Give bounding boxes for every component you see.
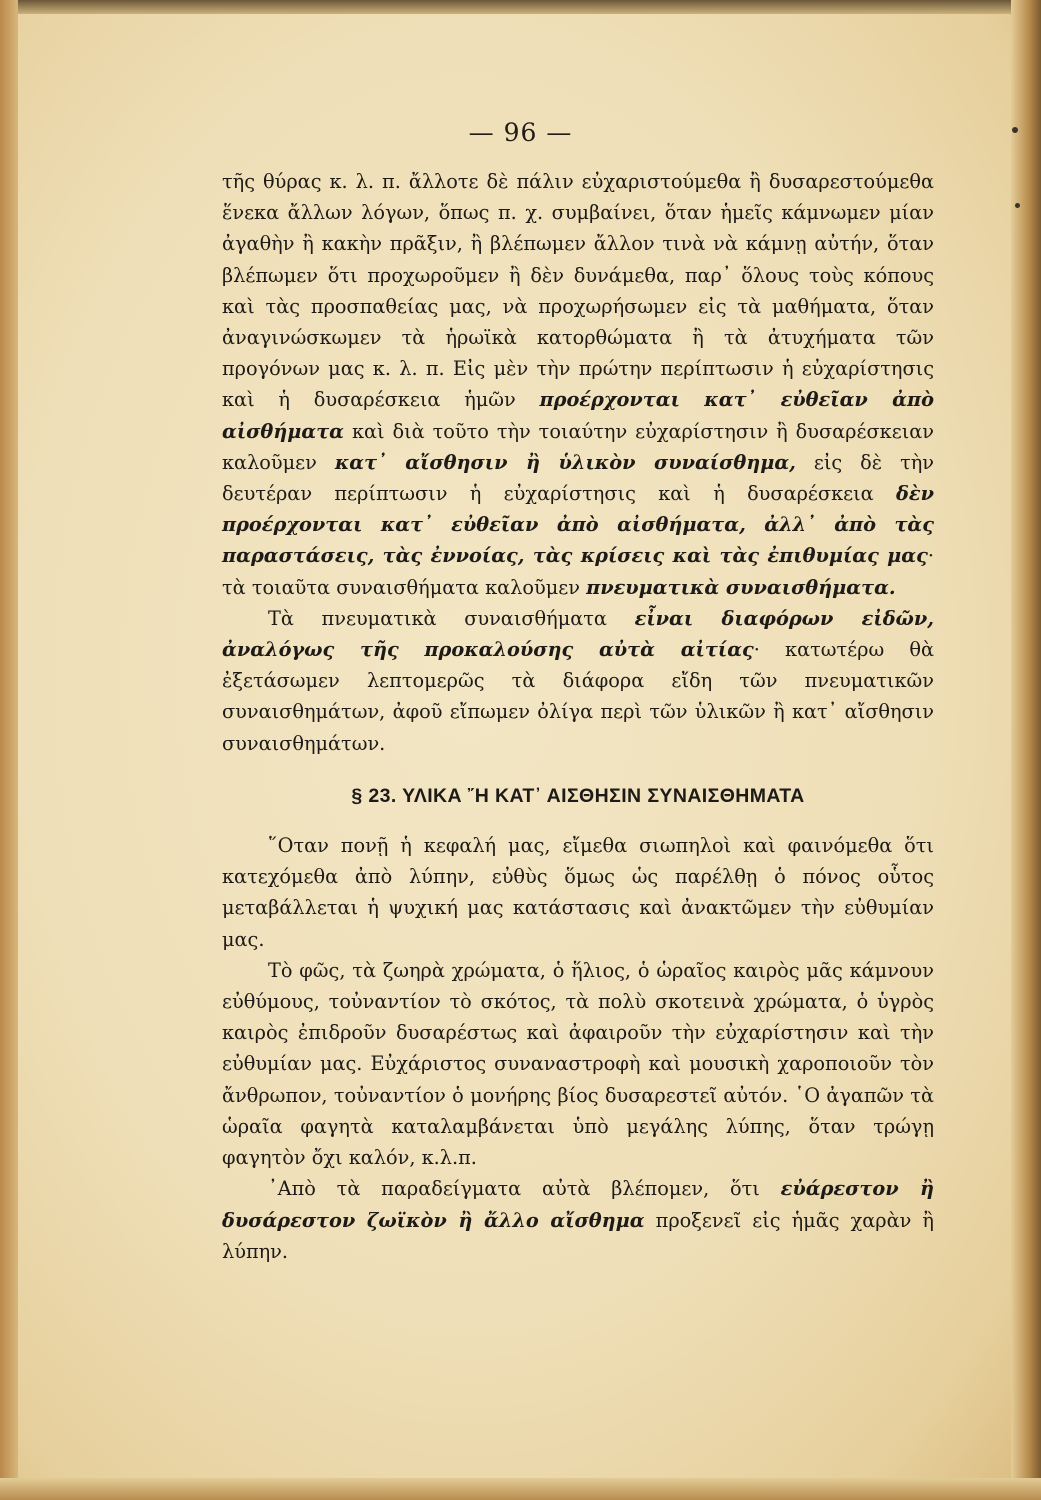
text-run: καὶ διὰ τοῦτο τὴν τοιαύτην εὐχαρίστησιν ἢ δυσαρέσκειαν καλοῦμεν	[222, 419, 934, 474]
page-right-edge	[1011, 0, 1041, 1500]
text-run: εἰς δὲ τὴν δευτέραν περίπτωσιν ἡ εὐχαρίστησις καὶ ἡ δυσαρέσκεια	[222, 450, 935, 506]
paragraph-2	[222, 603, 934, 759]
page-number: — 96 —	[468, 118, 573, 147]
paragraph-1	[222, 166, 934, 603]
emphasis-text: εὐάρεστον ἢ δυσάρεστον ζωϊκὸν ἢ ἄλλο αἴσθημα	[222, 1177, 934, 1232]
margin-mark	[1015, 203, 1020, 208]
page-top-edge	[0, 0, 1041, 14]
text-run: προξενεῖ εἰς ἡμᾶς χαρὰν ἢ λύπην.	[222, 1208, 934, 1263]
text-run: · κατωτέρω θὰ ἐξετάσωμεν λεπτομερῶς τὰ διάφορα εἴδη τῶν πνευματικῶν συναισθημάτων, ἀφοῦ εἴπωμεν ὀλίγα περὶ τῶν ὑλικῶν ἢ κατ᾽ αἴσθησιν συναισθημάτων.	[222, 638, 934, 755]
text-run: · τὰ τοιαῦτα συναισθήματα καλοῦμεν	[222, 544, 934, 599]
emphasis-text: εἶναι διαφόρων εἰδῶν, ἀναλόγως τῆς προκαλούσης αὐτὰ αἰτίας	[222, 606, 935, 662]
page-left-edge	[0, 0, 18, 1500]
emphasis-text: κατ᾽ αἴσθησιν ἢ ὑλικὸν συναίσθημα,	[334, 450, 796, 474]
emphasis-text: δὲν προέρχονται κατ᾽ εὐθεῖαν ἀπὸ αἰσθήματα, ἀλλ᾽ ἀπὸ τὰς παραστάσεις, τὰς ἐννοίας, τὰς κρίσεις καὶ τὰς ἐπιθυμίας μας	[222, 482, 934, 568]
emphasis-text: προέρχονται κατ᾽ εὐθεῖαν ἀπὸ αἰσθήματα	[222, 388, 934, 443]
paragraph-3: ῞Οταν πονῇ ἡ κεφαλή μας, εἴμεθα σιωπηλοὶ καὶ φαινόμεθα ὅτι κατεχόμεθα ἀπὸ λύπην, εὐθὺς ὅμως ὡς παρέλθῃ ὁ πόνος οὗτος μεταβάλλεται ἡ ψυχική μας κατάστασις καὶ ἀνακτῶμεν τὴν εὐθυμίαν μας.	[222, 834, 934, 951]
text-run: τῆς θύρας κ. λ. π. ἄλλοτε δὲ πάλιν εὐχαριστούμεθα ἢ δυσαρεστούμεθα ἕνεκα ἄλλων λόγων, ὅπως π. χ. συμβαίνει, ὅταν ἡμεῖς κάμνωμεν μίαν ἀγαθὴν ἢ κακὴν πρᾶξιν, ἢ βλέπωμεν ἄλλον τινὰ νὰ κάμνῃ αὐτήν, ὅταν βλέπωμεν ὅτι προχωροῦμεν ἢ δὲν δυνάμεθα, παρ᾽ ὅλους τοὺς κόπους καὶ τὰς προσπαθείας μας, νὰ προχωρήσωμεν εἰς τὰ μαθήματα, ὅταν ἀναγινώσκωμεν τὰ ἡρωϊκὰ κατορθώματα ἢ τὰ ἀτυχήματα τῶν προγόνων μας κ. λ. π. Εἰς μὲν τὴν πρώτην περίπτωσιν ἡ εὐχαρίστησις καὶ ἡ δυσαρέσκεια ἡμῶν	[222, 170, 934, 412]
page-bottom-edge	[0, 1478, 1041, 1500]
section-heading: § 23. ΥΛΙΚΑ ῎Η ΚΑΤ᾽ ΑΙΣΘΗΣΙΝ ΣΥΝΑΙΣΘΗΜΑΤΑ	[351, 784, 805, 807]
text-run: Τὰ πνευματικὰ συναισθήματα	[268, 606, 635, 630]
body-text	[222, 166, 934, 1267]
paragraph-5	[222, 1173, 934, 1267]
paragraph-4: Τὸ φῶς, τὰ ζωηρὰ χρώματα, ὁ ἥλιος, ὁ ὡραῖος καιρὸς μᾶς κάμνουν εὐθύμους, τοὐναντίον τὸ σκότος, τὰ πολὺ σκοτεινὰ χρώματα, ὁ ὑγρὸς καιρὸς ἐπιδροῦν δυσαρέστως καὶ ἀφαιροῦν τὴν εὐχαρίστησιν καὶ τὴν εὐθυμίαν μας. Εὐχάριστος συναναστροφὴ καὶ μουσικὴ χαροποιοῦν τὸν ἄνθρωπον, τοὐναντίον ὁ μονήρης βίος δυσαρεστεῖ αὐτόν. ῾Ο ἀγαπῶν τὰ ὡραῖα φαγητὰ καταλαμβάνεται ὑπὸ μεγάλης λύπης, ὅταν τρώγῃ φαγητὸν ὄχι καλόν, κ.λ.π.	[222, 958, 934, 1170]
text-run: ᾽Απὸ τὰ παραδείγματα αὐτὰ βλέπομεν, ὅτι	[268, 1177, 781, 1201]
emphasis-text: πνευματικὰ συναισθήματα.	[586, 575, 896, 599]
